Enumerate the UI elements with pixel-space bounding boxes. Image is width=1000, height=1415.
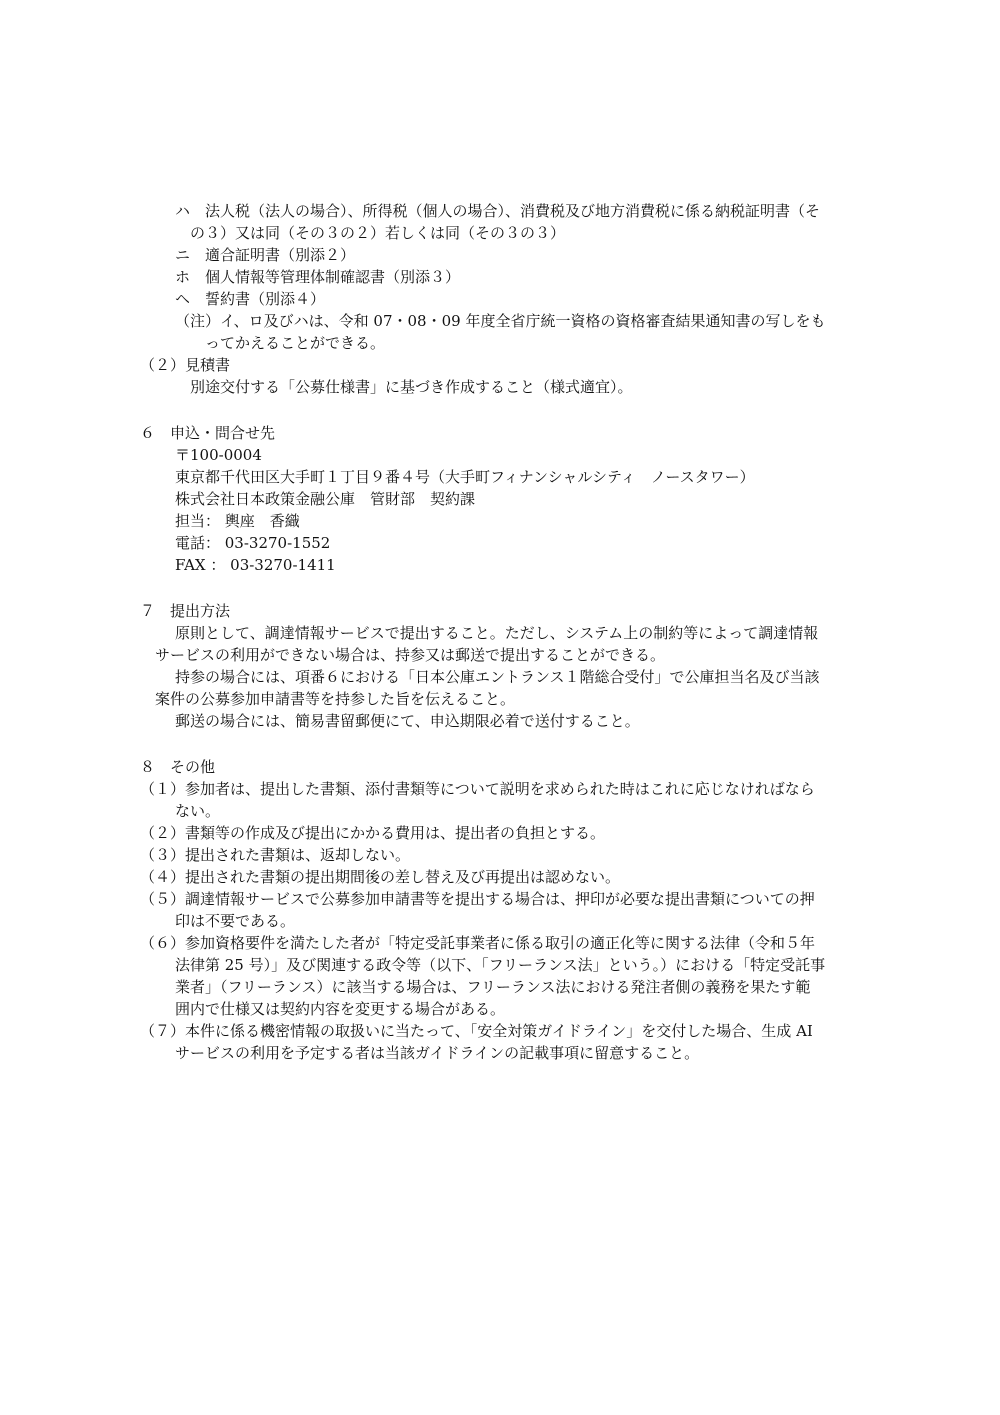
section-6-heading: ６ 申込・問合せ先 bbox=[140, 424, 276, 442]
contact-person: 担当： 輿座 香織 bbox=[175, 512, 300, 530]
postal-code: 〒100-0004 bbox=[175, 446, 262, 464]
item-he-pledge: ヘ 誓約書（別添４） bbox=[175, 290, 326, 308]
address: 東京都千代田区大手町１丁目９番４号（大手町フィナンシャルシティ ノースタワー） bbox=[175, 468, 755, 486]
phone-number: 電話： 03-3270-1552 bbox=[175, 534, 331, 552]
other-item-6: （６）参加資格要件を満たした者が「特定受託事業者に係る取引の適正化等に関する法律（令和５年 bbox=[140, 934, 816, 952]
note-text-cont: ってかえることができる。 bbox=[205, 334, 386, 352]
other-item-7-cont: サービスの利用を予定する者は当該ガイドラインの記載事項に留意すること。 bbox=[175, 1044, 700, 1062]
submission-paragraph-2: 持参の場合には、項番６における「日本公庫エントランス１階総合受付」で公庫担当名及び当該 bbox=[175, 668, 820, 686]
submission-paragraph-3: 郵送の場合には、簡易書留郵便にて、申込期限必着で送付すること。 bbox=[175, 712, 640, 730]
other-item-2: （２）書類等の作成及び提出にかかる費用は、提出者の負担とする。 bbox=[140, 824, 606, 842]
other-item-3: （３）提出された書類は、返却しない。 bbox=[140, 846, 411, 864]
other-item-6-cont-1: 法律第 25 号）」及び関連する政令等（以下、「フリーランス法」という。）における「特定受託事 bbox=[175, 956, 826, 974]
submission-paragraph-2-cont: 案件の公募参加申請書等を持参した旨を伝えること。 bbox=[155, 690, 516, 708]
item-ni-conformity-certificate: ニ 適合証明書（別添２） bbox=[175, 246, 356, 264]
other-item-5: （５）調達情報サービスで公募参加申請書等を提出する場合は、押印が必要な提出書類についての押 bbox=[140, 890, 815, 908]
other-item-4: （４）提出された書類の提出期間後の差し替え及び再提出は認めない。 bbox=[140, 868, 621, 886]
organization-name: 株式会社日本政策金融公庫 管財部 契約課 bbox=[175, 490, 476, 508]
quotation-text: 別途交付する「公募仕様書」に基づき作成すること（様式適宜）。 bbox=[190, 378, 633, 396]
item-ha-tax-certificate-cont: の３）又は同（その３の２）若しくは同（その３の３） bbox=[190, 224, 566, 242]
other-item-6-cont-2: 業者」（フリーランス）に該当する場合は、フリーランス法における発注者側の義務を果たす範 bbox=[175, 978, 811, 996]
other-item-5-cont: 印は不要である。 bbox=[175, 912, 296, 930]
fax-number: FAX ： 03-3270-1411 bbox=[175, 556, 336, 574]
section-8-heading: ８ その他 bbox=[140, 758, 216, 776]
item-ha-tax-certificate: ハ 法人税（法人の場合）、所得税（個人の場合）、消費税及び地方消費税に係る納税証明書（そ bbox=[175, 202, 821, 220]
other-item-6-cont-3: 囲内で仕様又は契約内容を変更する場合がある。 bbox=[175, 1000, 506, 1018]
note-text: （注）イ、ロ及びハは、令和 07・08・09 年度全省庁統一資格の資格審査結果通知書の写しをも bbox=[175, 312, 826, 330]
item-ho-personal-info-form: ホ 個人情報等管理体制確認書（別添３） bbox=[175, 268, 461, 286]
submission-paragraph-1-cont: サービスの利用ができない場合は、持参又は郵送で提出することができる。 bbox=[155, 646, 666, 664]
other-item-1-cont: ない。 bbox=[175, 802, 221, 820]
submission-paragraph-1: 原則として、調達情報サービスで提出すること。ただし、システム上の制約等によって調達情報 bbox=[175, 624, 819, 642]
section-7-heading: ７ 提出方法 bbox=[140, 602, 231, 620]
other-item-1: （１）参加者は、提出した書類、添付書類等について説明を求められた時はこれに応じなければなら bbox=[140, 780, 815, 798]
other-item-7: （７）本件に係る機密情報の取扱いに当たって、「安全対策ガイドライン」を交付した場合、生成 AI bbox=[140, 1022, 813, 1040]
subsection-quotation-heading: （２）見積書 bbox=[140, 356, 231, 374]
